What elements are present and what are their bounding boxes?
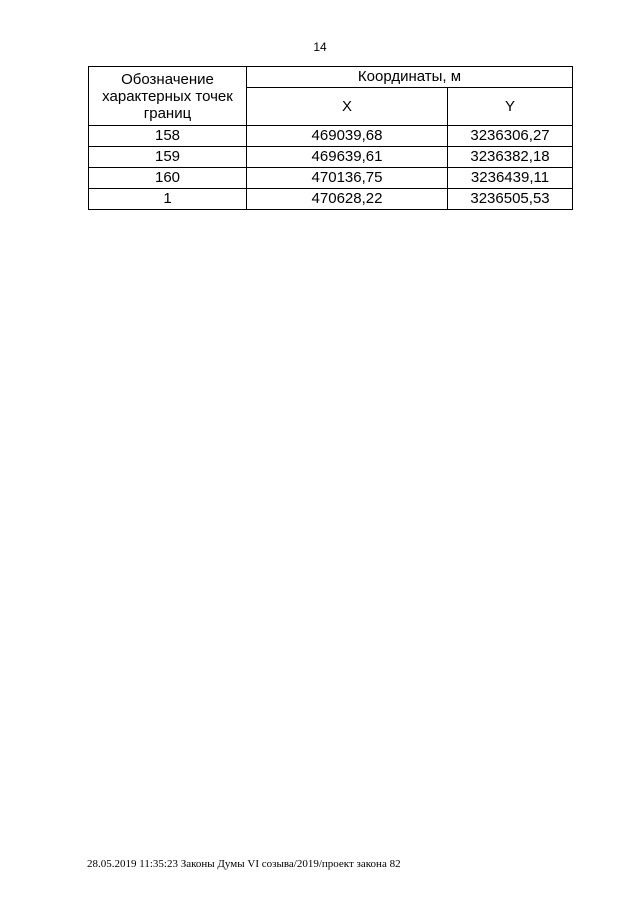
cell-x: 470136,75 <box>247 168 448 189</box>
header-point-label: Обозначение характерных точек границ <box>89 67 247 126</box>
header-coordinates: Координаты, м <box>247 67 573 88</box>
cell-x: 469639,61 <box>247 147 448 168</box>
table-row <box>89 147 573 168</box>
cell-point: 158 <box>89 126 247 147</box>
cell-x: 470628,22 <box>247 189 448 210</box>
cell-y: 3236382,18 <box>448 147 573 168</box>
table-row <box>89 168 573 189</box>
header-x: X <box>247 88 448 126</box>
table-row <box>89 189 573 210</box>
cell-point: 1 <box>89 189 247 210</box>
cell-point: 159 <box>89 147 247 168</box>
coordinates-table <box>88 66 573 210</box>
page-number: 14 <box>313 40 327 54</box>
table-header-row <box>89 67 573 88</box>
cell-x: 469039,68 <box>247 126 448 147</box>
cell-point: 160 <box>89 168 247 189</box>
document-footer: 28.05.2019 11:35:23 Законы Думы VI созыва/2019/проект закона 82 <box>87 858 401 870</box>
header-y: Y <box>448 88 573 126</box>
cell-y: 3236439,11 <box>448 168 573 189</box>
table-row <box>89 126 573 147</box>
cell-y: 3236505,53 <box>448 189 573 210</box>
cell-y: 3236306,27 <box>448 126 573 147</box>
